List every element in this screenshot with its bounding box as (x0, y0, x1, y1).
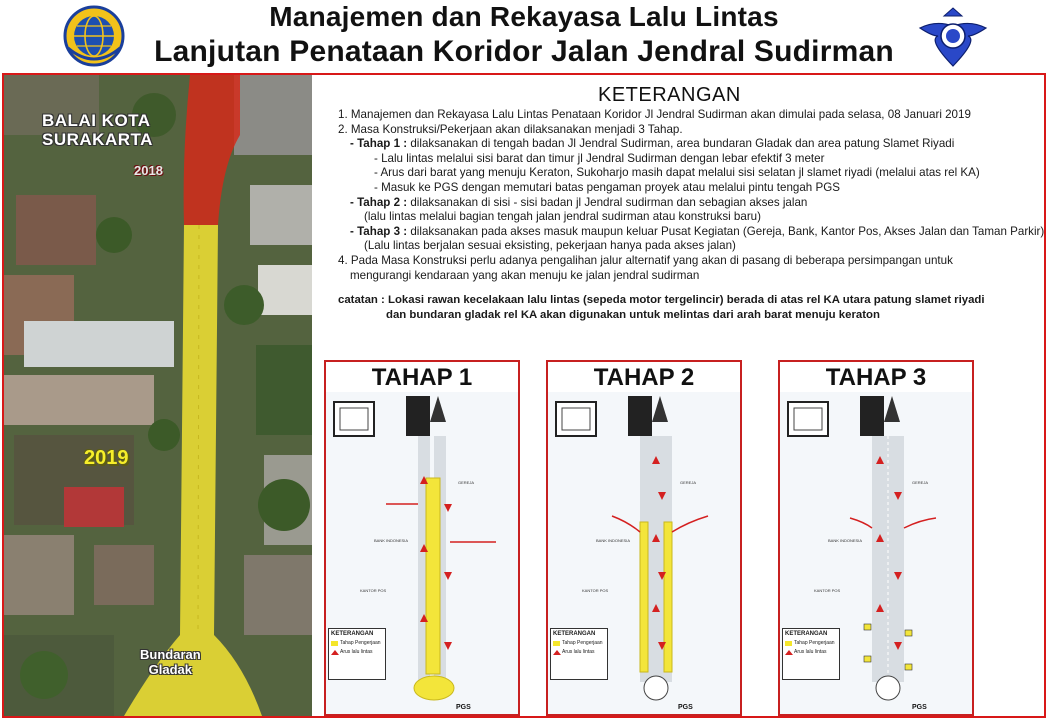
page-title-line-1: Manajemen dan Rekayasa Lalu Lintas (269, 1, 779, 32)
gereja-label: GEREJA (680, 480, 697, 485)
tahap-2-line (338, 196, 1044, 211)
page-header (0, 0, 1048, 72)
legend-title: KETERANGAN (331, 631, 374, 637)
tahap-3-line (338, 225, 1044, 240)
tahap-3-panel (778, 360, 974, 716)
catatan-line-2: dan bundaran gladak rel KA akan digunakan untuk melintas dari arah barat menuju keraton (386, 308, 880, 321)
tahap-3-sub: (Lalu lintas berjalan sesuai eksisting, pekerjaan hanya pada akses jalan) (364, 239, 736, 253)
tahap-1-sub-1: - Lalu lintas melalui sisi barat dan timur jl Jendral Sudirman dengan lebar efektif 3 meter (374, 151, 825, 165)
gereja-label: GEREJA (458, 480, 475, 485)
legend-title: KETERANGAN (785, 631, 828, 637)
bank-indonesia-label: BANK INDONESIA (596, 538, 631, 543)
kantor-pos-label: KANTOR POS (814, 588, 841, 593)
tahap-2-sub: (lalu lintas melalui bagian tengah jalan jendral sudirman atau konstruksi baru) (364, 210, 761, 224)
map-label-bundaran-gladak (140, 647, 201, 677)
legend-work-row (331, 640, 383, 646)
arrow-icon (553, 650, 560, 655)
catatan-line-1: catatan : Lokasi rawan kecelakaan lalu lintas (sepeda motor tergelincir) berada di atas rel KA utara patung slamet riyadi (338, 294, 985, 307)
tahap-1-line (338, 137, 1044, 152)
legend-work-row (785, 640, 837, 646)
tahap-3-text: dilaksanakan pada akses masuk maupun keluar Pusat Kegiatan (Gereja, Bank, Kantor Pos, Akses Jalan dan Taman Parkir) (407, 224, 1045, 238)
map-label-2018: 2018 (134, 163, 163, 178)
kantor-pos-label: KANTOR POS (360, 588, 387, 593)
tahap-3-pgs-label: PGS (912, 704, 927, 711)
kantor-pos-label: KANTOR POS (582, 588, 609, 593)
legend-arrow-label: Arus lalu lintas (340, 649, 373, 655)
legend-work-label: Tahap Pengerjaan (562, 640, 603, 646)
legend-work-swatch (553, 641, 560, 646)
tahap-2-text: dilaksanakan di sisi - sisi badan jl Jendral sudirman dan sebagian akses jalan (407, 195, 808, 209)
bank-indonesia-label: BANK INDONESIA (374, 538, 409, 543)
map-label-balai-line-1: BALAI KOTA (42, 111, 151, 130)
tahap-1-legend (328, 628, 386, 680)
tahap-1-sub-2: - Arus dari barat yang menuju Keraton, Sukoharjo masih dapat melalui sisi selatan jl slamet riyadi (melalui atas rel KA) (374, 166, 980, 180)
keterangan-text (338, 108, 1044, 322)
legend-work-row (553, 640, 605, 646)
tahap-3-title: TAHAP 3 (825, 364, 927, 391)
legend-work-swatch (331, 641, 338, 646)
legend-arrow-label: Arus lalu lintas (562, 649, 595, 655)
tahap-1-title: TAHAP 1 (371, 364, 473, 391)
tahap-1-panel (324, 360, 520, 716)
keterangan-item-1: 1. Manajemen dan Rekayasa Lalu Lintas Penataan Koridor Jl Jendral Sudirman akan dimulai pada selasa, 08 Januari 2019 (338, 108, 971, 121)
tahap-1-text: dilaksanakan di tengah badan Jl Jendral Sudirman, area bundaran Gladak dan area patung Slamet Riyadi (407, 137, 955, 151)
legend-arrow-label: Arus lalu lintas (794, 649, 827, 655)
tahap-1-head: - Tahap 1 : (350, 137, 408, 151)
map-label-bundaran-line-2: Gladak (148, 662, 193, 677)
police-traffic-emblem-logo (918, 6, 988, 68)
tahap-2-pgs-label: PGS (678, 704, 693, 711)
legend-arrow-row (553, 649, 605, 655)
satellite-map (4, 75, 312, 716)
legend-arrow-row (331, 649, 383, 655)
tahap-3-head: - Tahap 3 : (350, 224, 408, 238)
legend-work-swatch (785, 641, 792, 646)
map-label-balai-kota (42, 111, 153, 149)
bank-indonesia-label: BANK INDONESIA (828, 538, 863, 543)
tahap-2-title: TAHAP 2 (593, 364, 695, 391)
legend-work-label: Tahap Pengerjaan (794, 640, 835, 646)
legend-arrow-row (785, 649, 837, 655)
keterangan-item-4-line-2: mengurangi kendaraan yang akan menuju ke jalan jendral sudirman (350, 268, 700, 282)
gereja-label: GEREJA (912, 480, 929, 485)
keterangan-item-2: 2. Masa Konstruksi/Pekerjaan akan dilaksanakan menjadi 3 Tahap. (338, 122, 683, 136)
tahap-1-pgs-label: PGS (456, 704, 471, 711)
legend-work-label: Tahap Pengerjaan (340, 640, 381, 646)
keterangan-title: KETERANGAN (598, 84, 741, 106)
map-label-bundaran-line-1: Bundaran (140, 647, 201, 662)
map-label-2019: 2019 (84, 447, 129, 469)
arrow-icon (785, 650, 792, 655)
tahap-1-sub-3: - Masuk ke PGS dengan memutari batas pengaman proyek atau melalui pintu tengah PGS (374, 180, 840, 194)
page-title-line-2: Lanjutan Penataan Koridor Jalan Jendral Sudirman (154, 35, 894, 68)
tahap-2-legend (550, 628, 608, 680)
tahap-3-legend (782, 628, 840, 680)
keterangan-item-4-line-1: 4. Pada Masa Konstruksi perlu adanya pengalihan jalur alternatif yang akan di pasang di beberapa persimpangan untuk (338, 253, 953, 267)
tahap-2-head: - Tahap 2 : (350, 195, 408, 209)
tahap-2-panel (546, 360, 742, 716)
arrow-icon (331, 650, 338, 655)
legend-title: KETERANGAN (553, 631, 596, 637)
map-label-balai-line-2: SURAKARTA (42, 130, 153, 149)
